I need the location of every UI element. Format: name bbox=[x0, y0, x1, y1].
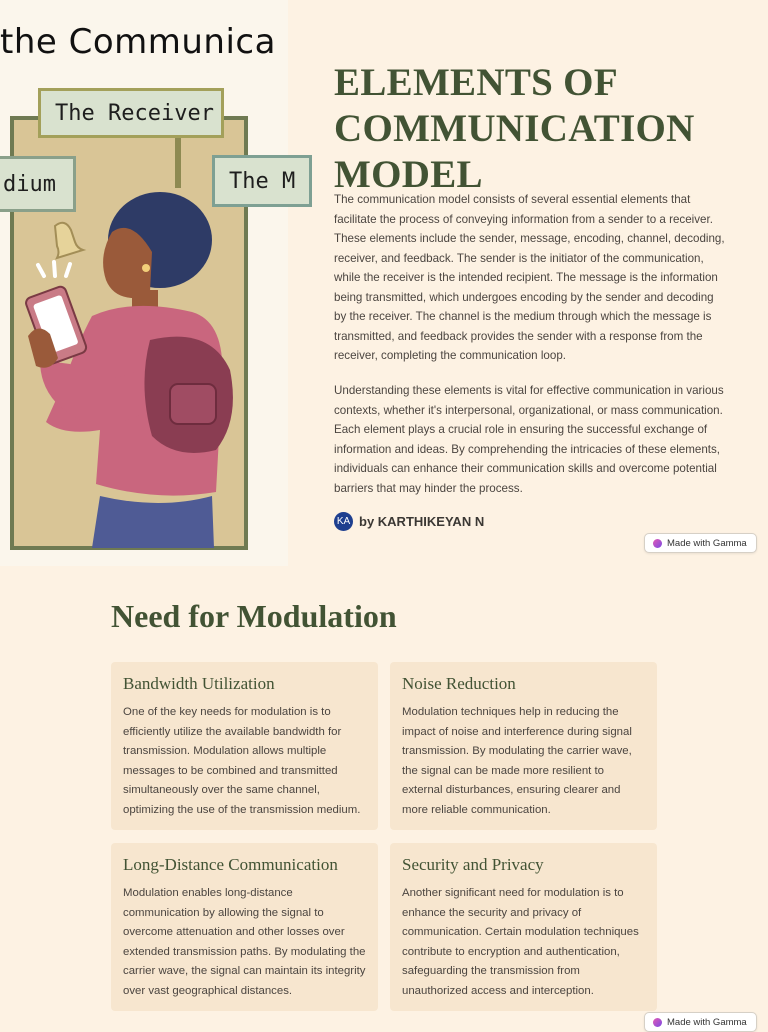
badge-label: Made with Gamma bbox=[667, 1016, 747, 1028]
author-byline bbox=[334, 512, 484, 531]
made-with-gamma-button[interactable] bbox=[644, 533, 757, 553]
made-with-gamma-button[interactable] bbox=[644, 1012, 757, 1032]
importance-paragraph: Understanding these elements is vital for effective communication in various contexts, whether it's interpersonal, organizational, or mass communication. Each element plays a crucial role in ensuring the successful exchange of information and ideas. By comprehending the intricacies of these elements, individuals can enhance their communication skills and overcome potential barriers that may hinder the process. bbox=[334, 384, 724, 495]
intro-paragraph: The communication model consists of several essential elements that facilitate the process of conveying information from a sender to a receiver. These elements include the sender, message, encoding, channel, decoding, receiver, and feedback. The sender is the initiator of the communication, while the receiver is the intended recipient. The message is the information being transmitted, which undergoes encoding by the sender and decoding by the receiver. The channel is the medium through which the message is transmitted, and feedback provides the sender with a response from the receiver, completing the communication loop. bbox=[334, 193, 725, 362]
card-noise-reduction bbox=[390, 662, 657, 830]
badge-label: Made with Gamma bbox=[667, 537, 747, 549]
card-title: Bandwidth Utilization bbox=[123, 674, 275, 693]
person-illustration bbox=[0, 0, 288, 566]
avatar: KA bbox=[334, 512, 353, 531]
bell-icon bbox=[55, 223, 83, 258]
card-body: Modulation enables long-distance communication by allowing the signal to overcome attenuation and other losses over extended transmission paths. By modulating the carrier wave, the signal can maintain its integrity over vast geographical distances. bbox=[123, 887, 366, 997]
gamma-icon bbox=[653, 539, 662, 548]
sign-receiver: The Receiver bbox=[38, 88, 224, 138]
jeans bbox=[92, 496, 214, 548]
sign-message: The M bbox=[212, 155, 312, 207]
slide-title: ELEMENTS OF COMMUNICATION MODEL bbox=[334, 61, 695, 197]
section-title: Need for Modulation bbox=[111, 598, 397, 634]
illustration-title: the Communica bbox=[0, 22, 276, 62]
card-body: Another significant need for modulation is to enhance the security and privacy of communication. Certain modulation techniques contribute to encryption and authentication, safeguarding the transmission from unauthorized access and interception. bbox=[402, 887, 639, 997]
notification-lines bbox=[38, 262, 70, 276]
sign-medium: dium bbox=[0, 156, 76, 212]
earring bbox=[142, 264, 150, 272]
illustration-panel bbox=[0, 0, 296, 566]
card-bandwidth-utilization bbox=[111, 662, 378, 830]
card-body: Modulation techniques help in reducing the impact of noise and interference during signal transmission. By modulating the carrier wave, the signal can be made more resilient to external disturbances, ensuring clearer and more reliable communication. bbox=[402, 706, 632, 816]
card-title: Long-Distance Communication bbox=[123, 855, 338, 874]
card-title: Security and Privacy bbox=[402, 855, 544, 874]
author-name: by KARTHIKEYAN N bbox=[359, 514, 485, 529]
gamma-icon bbox=[653, 1018, 662, 1027]
card-security-and-privacy bbox=[390, 843, 657, 1011]
card-long-distance-communication bbox=[111, 843, 378, 1011]
card-body: One of the key needs for modulation is to efficiently utilize the available bandwidth for transmission. Modulation allows multiple messages to be combined and transmitted simultaneously over the same channel, optimizing the use of the transmission medium. bbox=[123, 706, 361, 816]
card-title: Noise Reduction bbox=[402, 674, 516, 693]
